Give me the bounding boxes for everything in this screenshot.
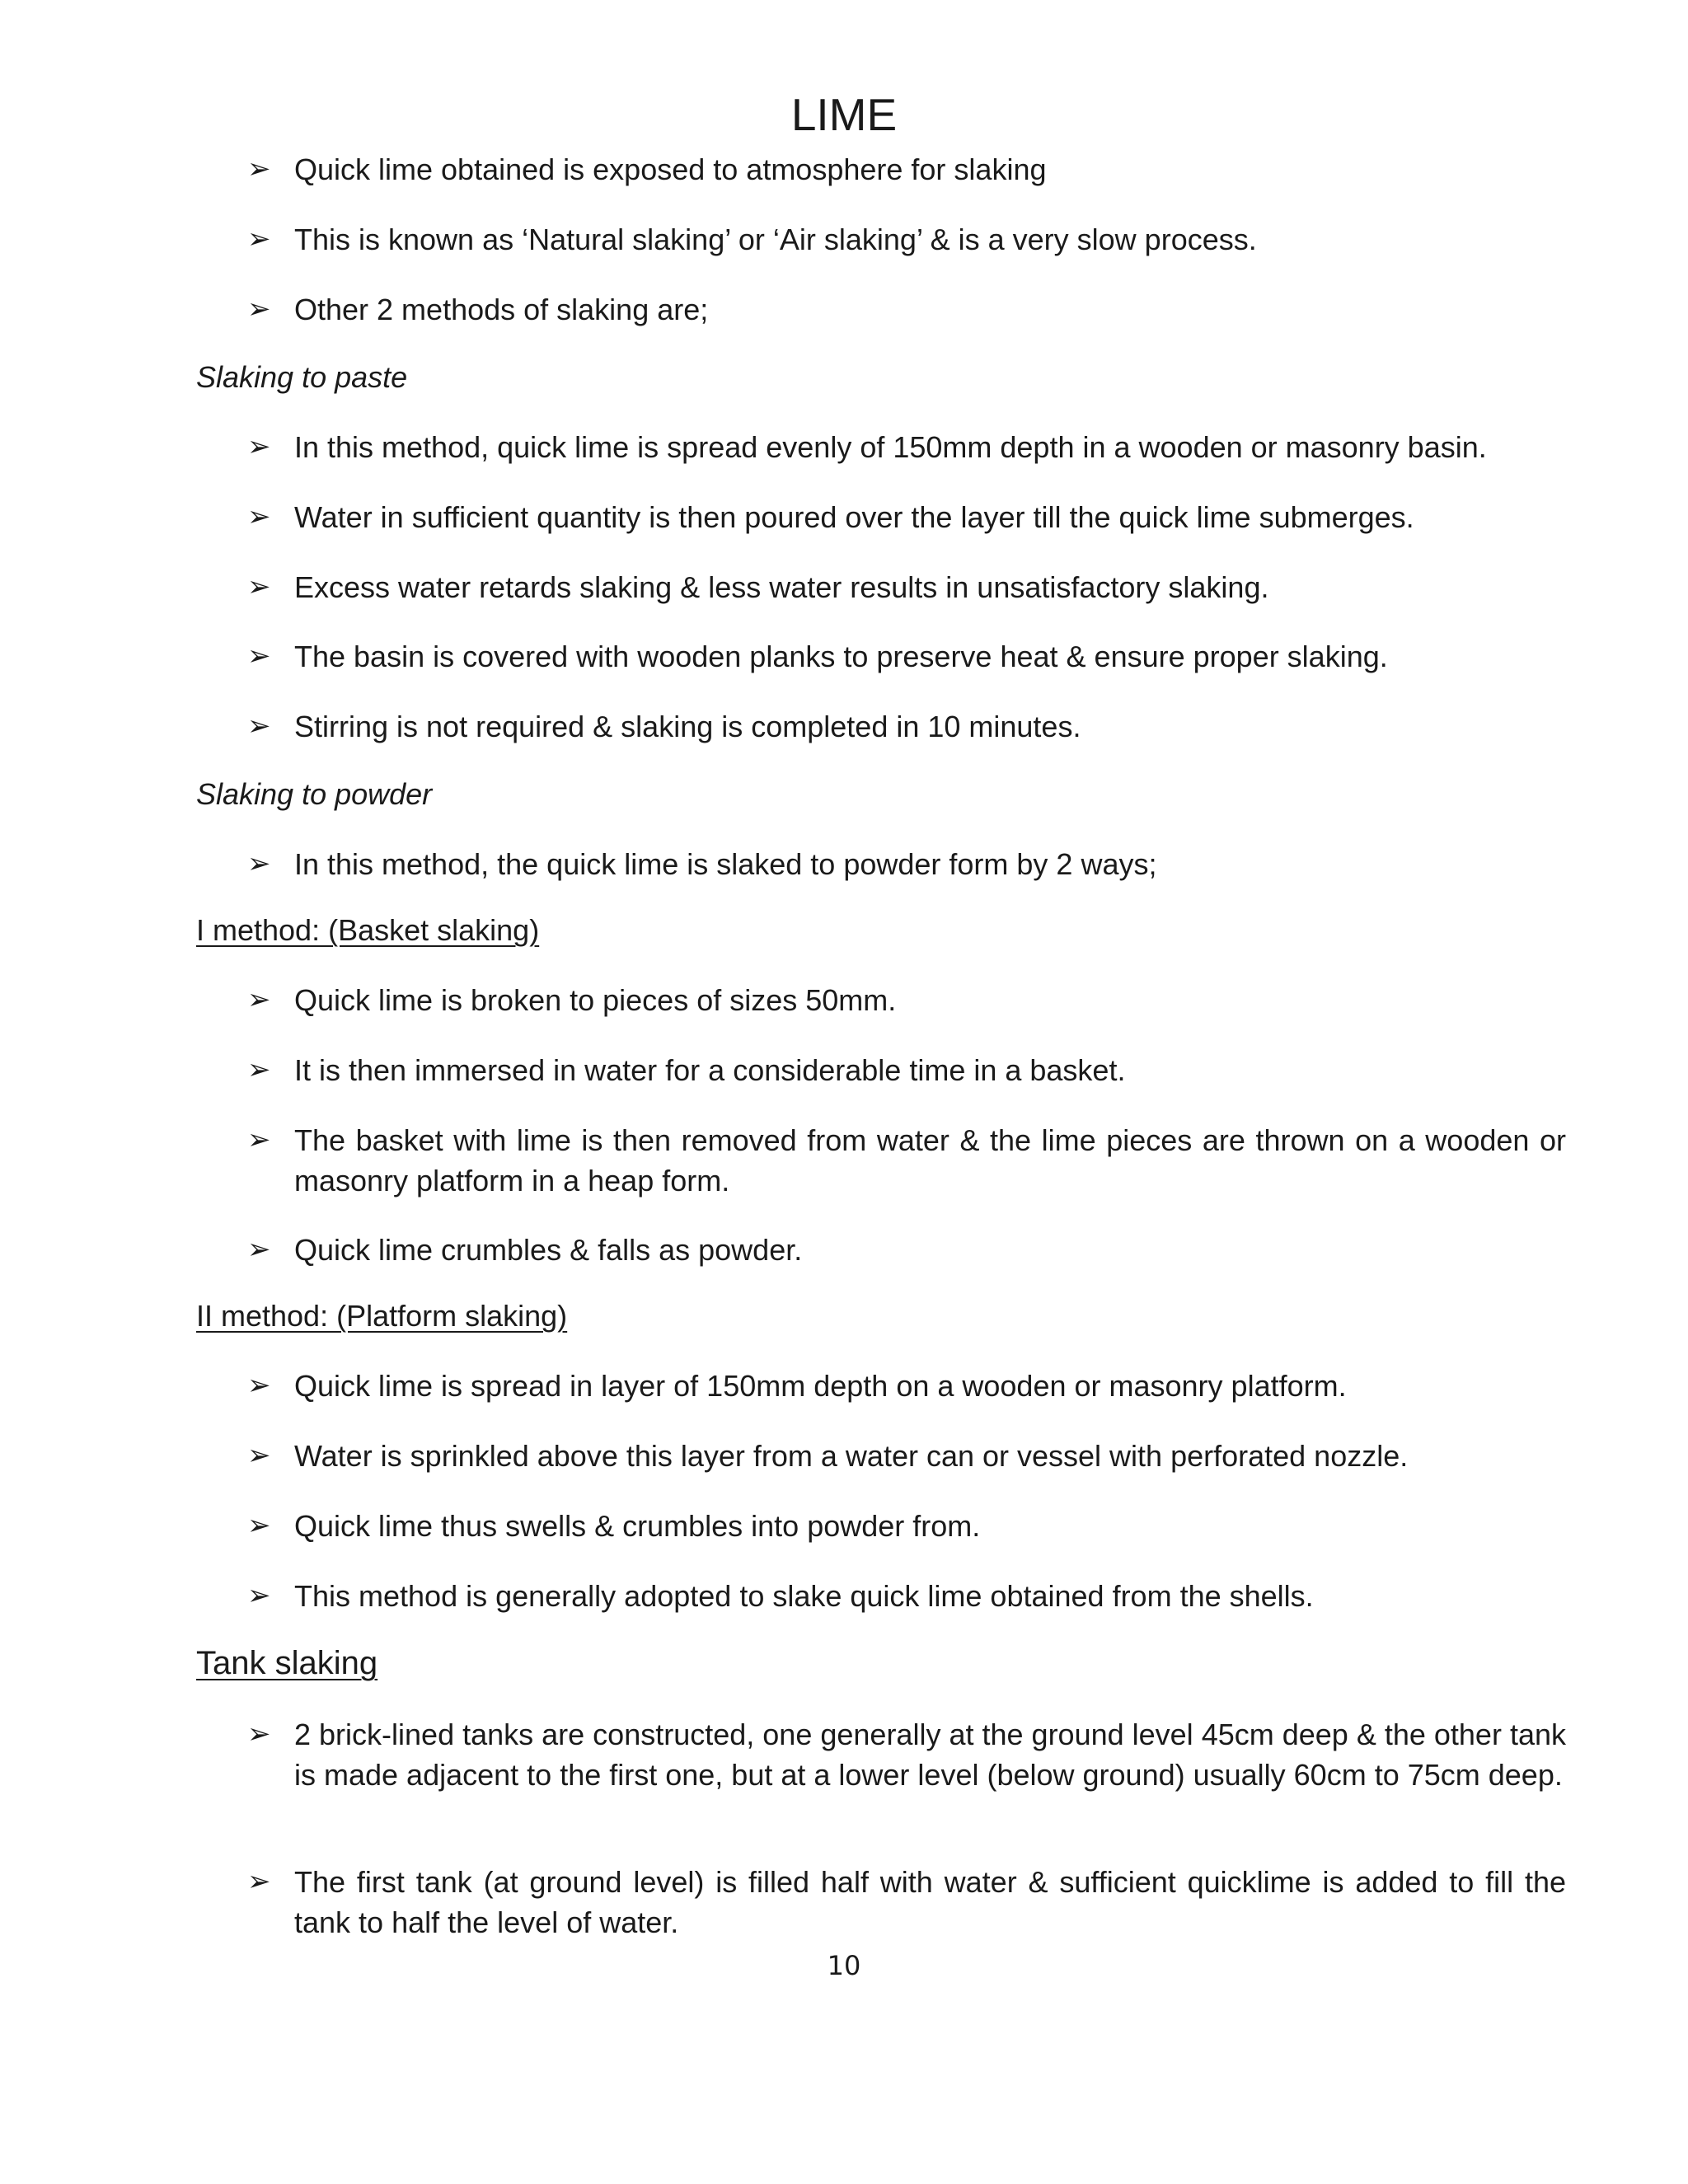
list-item-text: The basket with lime is then removed from water & the lime pieces are thrown on a wooden or masonry platform in a heap form. bbox=[294, 1123, 1566, 1197]
arrow-bullet-icon: ➢ bbox=[247, 223, 271, 255]
arrow-bullet-icon: ➢ bbox=[247, 1370, 271, 1401]
arrow-bullet-icon: ➢ bbox=[247, 431, 271, 462]
list-item-text: In this method, quick lime is spread evenly of 150mm depth in a wooden or masonry basin. bbox=[294, 430, 1487, 464]
list-item-text: Quick lime is broken to pieces of sizes 50mm. bbox=[294, 983, 897, 1017]
list-item-text: Quick lime thus swells & crumbles into powder from. bbox=[294, 1509, 981, 1543]
list-item-text: Quick lime crumbles & falls as powder. bbox=[294, 1233, 803, 1267]
arrow-bullet-icon: ➢ bbox=[247, 1866, 271, 1897]
list-item-text: Other 2 methods of slaking are; bbox=[294, 293, 709, 326]
list-item-text: In this method, the quick lime is slaked to powder form by 2 ways; bbox=[294, 847, 1157, 881]
list-item-text: This is known as ‘Natural slaking’ or ‘Air slaking’ & is a very slow process. bbox=[294, 223, 1257, 256]
list-item-text: Water is sprinkled above this layer from a water can or vessel with perforated nozzle. bbox=[294, 1439, 1409, 1473]
arrow-bullet-icon: ➢ bbox=[247, 710, 271, 742]
arrow-bullet-icon: ➢ bbox=[247, 848, 271, 879]
arrow-bullet-icon: ➢ bbox=[247, 571, 271, 602]
page-number: 10 bbox=[827, 1950, 861, 1981]
list-item-text: Excess water retards slaking & less water results in unsatisfactory slaking. bbox=[294, 570, 1269, 604]
section-heading: Slaking to powder bbox=[196, 777, 433, 811]
list-item-text: It is then immersed in water for a considerable time in a basket. bbox=[294, 1053, 1126, 1087]
section-heading: Tank slaking bbox=[196, 1645, 378, 1681]
arrow-bullet-icon: ➢ bbox=[247, 984, 271, 1015]
section-heading: Slaking to paste bbox=[196, 360, 408, 394]
arrow-bullet-icon: ➢ bbox=[247, 501, 271, 532]
section-heading: I method: (Basket slaking) bbox=[196, 913, 540, 947]
arrow-bullet-icon: ➢ bbox=[247, 1580, 271, 1611]
list-item-text: Quick lime obtained is exposed to atmosphere for slaking bbox=[294, 152, 1047, 186]
arrow-bullet-icon: ➢ bbox=[247, 1718, 271, 1750]
arrow-bullet-icon: ➢ bbox=[247, 640, 271, 672]
list-item-text: This method is generally adopted to slake quick lime obtained from the shells. bbox=[294, 1579, 1314, 1613]
arrow-bullet-icon: ➢ bbox=[247, 1124, 271, 1155]
page-title: LIME bbox=[790, 89, 898, 140]
arrow-bullet-icon: ➢ bbox=[247, 1054, 271, 1085]
arrow-bullet-icon: ➢ bbox=[247, 1234, 271, 1265]
arrow-bullet-icon: ➢ bbox=[247, 293, 271, 325]
arrow-bullet-icon: ➢ bbox=[247, 1440, 271, 1471]
list-item-text: Stirring is not required & slaking is completed in 10 minutes. bbox=[294, 710, 1081, 743]
arrow-bullet-icon: ➢ bbox=[247, 153, 271, 185]
list-item-text: Water in sufficient quantity is then poured over the layer till the quick lime submerges. bbox=[294, 500, 1414, 534]
arrow-bullet-icon: ➢ bbox=[247, 1510, 271, 1541]
list-item-text: The first tank (at ground level) is filled half with water & sufficient quicklime is added to fill the tank to half the level of water. bbox=[294, 1865, 1566, 1939]
list-item-text: The basin is covered with wooden planks to preserve heat & ensure proper slaking. bbox=[294, 640, 1388, 673]
list-item-text: 2 brick-lined tanks are constructed, one generally at the ground level 45cm deep & the other tank is made adjacent to the first one, but at a lower level (below ground) usually 60cm to 75cm deep. bbox=[294, 1718, 1566, 1792]
list-item-text: Quick lime is spread in layer of 150mm depth on a wooden or masonry platform. bbox=[294, 1369, 1347, 1403]
section-heading: II method: (Platform slaking) bbox=[196, 1299, 568, 1333]
